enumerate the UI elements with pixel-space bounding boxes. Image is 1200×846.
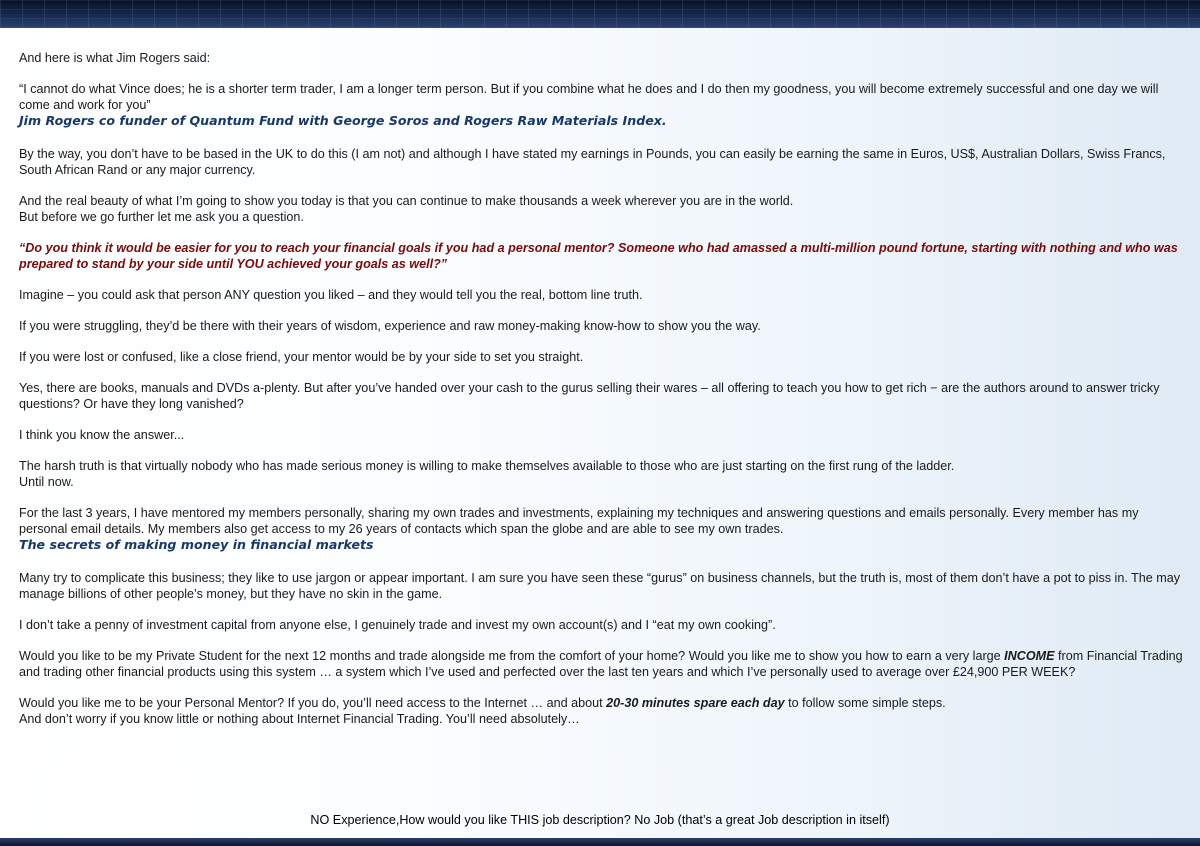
complicate-paragraph: Many try to complicate this business; they like to use jargon or appear important. I am sure you have seen these “gurus” on business channels, but the truth is, most of them don’t have a pot to piss in. The may manage billions of other people’s money, but they have no skin in the game. <box>19 571 1181 601</box>
footer-background-band <box>0 838 1200 846</box>
private-student-text-b: from Financial Trading and trading other financial products using this system … a system which I’ve used and perfected over the last ten years and which I’ve personally used to average over £24,900 PER WEEK? <box>19 649 1183 679</box>
rogers-caption-heading: Jim Rogers co funder of Quantum Fund with George Soros and Rogers Raw Materials Index. <box>19 113 667 128</box>
mentor-question-quote: “Do you think it would be easier for you to reach your financial goals if you had a personal mentor? Someone who had amassed a multi-million pound fortune, starting with nothing and who was prepared to stand by your side until YOU achieved your goals as well?” <box>19 241 1178 271</box>
header-background-band <box>0 0 1200 28</box>
dont-worry-paragraph: And don’t worry if you know little or nothing about Internet Financial Trading. You’ll need absolutely… <box>19 712 580 726</box>
footer-text: NO Experience,How would you like THIS job description? No Job (that’s a great Job description in itself) <box>310 813 890 827</box>
uk-note-paragraph: By the way, you don’t have to be based in the UK to do this (I am not) and although I have stated my earnings in Pounds, you can easily be earning the same in Euros, US$, Australian Dollars, Swiss Francs, South African Rand or any major currency. <box>19 147 1166 177</box>
secrets-heading: The secrets of making money in financial markets <box>19 537 374 552</box>
harsh-truth-line2: Until now. <box>19 475 74 489</box>
rogers-quote: “I cannot do what Vince does; he is a shorter term trader, I am a longer term person. But if you combine what he does and I do then my goodness, you will become extremely successful and one day we will come and work for you” <box>19 82 1159 112</box>
personal-mentor-text-b: to follow some simple steps. <box>784 696 946 710</box>
mentored-paragraph: For the last 3 years, I have mentored my members personally, sharing my own trades and investments, explaining my techniques and answering questions and emails personally. Every member has my personal email details. My members also get access to my 26 years of contacts which span the globe and are able to see my own trades. <box>19 506 1139 536</box>
private-student-text-a: Would you like to be my Private Student for the next 12 months and trade alongside me from the comfort of your home? Would you like me to show you how to earn a very large <box>19 649 1005 663</box>
minutes-emphasis: 20-30 minutes spare each day <box>606 696 785 710</box>
private-student-paragraph <box>19 648 1186 680</box>
personal-mentor-text-a: Would you like me to be your Personal Mentor? If you do, you’ll need access to the Internet … and about <box>19 696 607 710</box>
intro-text: And here is what Jim Rogers said: <box>19 51 211 65</box>
article-panel <box>0 28 1200 838</box>
beauty-paragraph-line1: And the real beauty of what I’m going to show you today is that you can continue to make thousands a week wherever you are in the world. <box>19 194 794 208</box>
imagine-paragraph: Imagine – you could ask that person ANY question you liked – and they would tell you the real, bottom line truth. <box>19 288 643 302</box>
struggling-paragraph: If you were struggling, they’d be there with their years of wisdom, experience and raw money-making know-how to show you the way. <box>19 319 761 333</box>
personal-mentor-paragraph <box>19 695 1186 711</box>
lost-paragraph: If you were lost or confused, like a close friend, your mentor would be by your side to set you straight. <box>19 350 584 364</box>
income-emphasis: INCOME <box>1004 649 1055 663</box>
answer-paragraph: I think you know the answer... <box>19 428 185 442</box>
books-paragraph: Yes, there are books, manuals and DVDs a-plenty. But after you’ve handed over your cash to the gurus selling their wares – all offering to teach you how to get rich − are the authors around to answer tricky questions? Or have they long vanished? <box>19 381 1160 411</box>
beauty-paragraph-line2: But before we go further let me ask you a question. <box>19 210 304 224</box>
penny-paragraph: I don’t take a penny of investment capital from anyone else, I genuinely trade and invest my own account(s) and I “eat my own cooking”. <box>19 618 776 632</box>
harsh-truth-line1: The harsh truth is that virtually nobody who has made serious money is willing to make themselves available to those who are just starting on the first rung of the ladder. <box>19 459 955 473</box>
